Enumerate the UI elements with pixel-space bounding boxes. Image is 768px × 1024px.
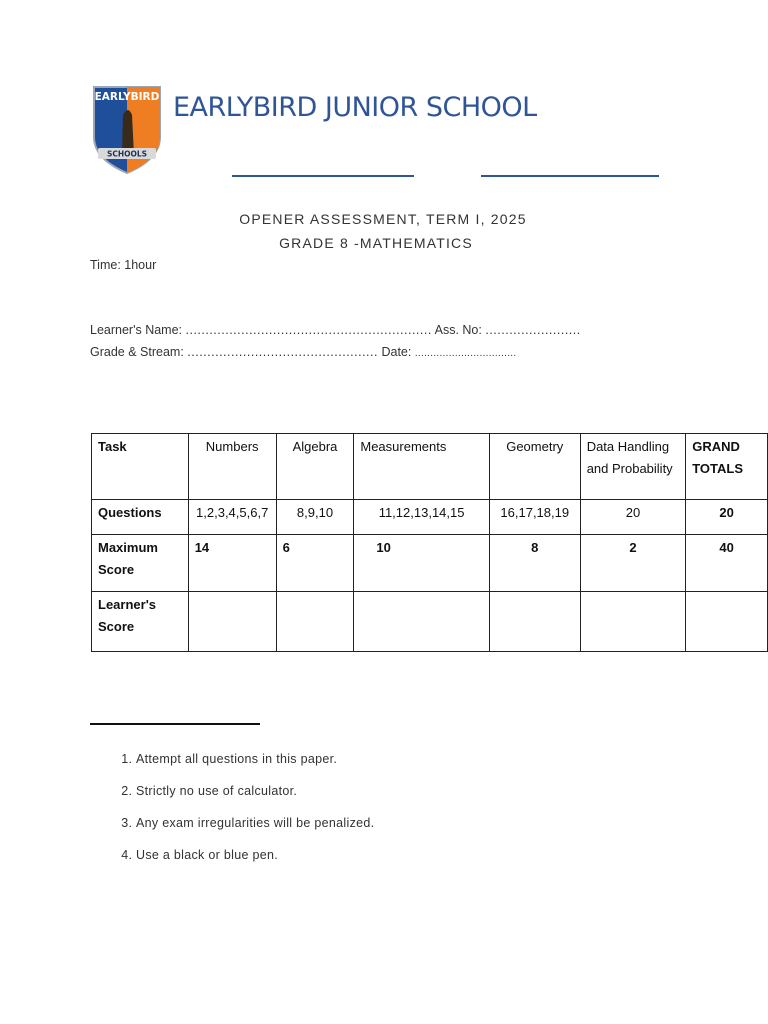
school-logo [90, 85, 164, 175]
table-row-questions [92, 500, 768, 535]
grade-stream-field[interactable]: ................................................ [187, 345, 378, 359]
time-allowed: Time: 1hour [90, 258, 157, 272]
logo-bottom-text: SCHOOLS [106, 149, 148, 159]
table-cell: Questions [92, 500, 189, 535]
table-cell: 14 [188, 535, 276, 592]
school-name: EARLYBIRD JUNIOR SCHOOL [173, 92, 537, 123]
learner-score-cell[interactable] [580, 592, 686, 652]
table-cell: 8 [489, 535, 580, 592]
learner-score-cell[interactable] [354, 592, 489, 652]
list-item: 4. Use a black or blue pen. [136, 844, 374, 876]
table-header-cell: Algebra [276, 434, 354, 500]
table-header-cell: Numbers [188, 434, 276, 500]
learner-score-cell[interactable] [686, 592, 768, 652]
table-cell: 6 [276, 535, 354, 592]
table-header-cell: Data Handling and Probability [580, 434, 686, 500]
assessment-title: OPENER ASSESSMENT, TERM I, 2025 [239, 211, 527, 227]
table-header-cell: Geometry [489, 434, 580, 500]
table-cell: 10 [354, 535, 489, 592]
table-cell: Maximum Score [92, 535, 189, 592]
table-header-row [92, 434, 768, 500]
ass-no-field[interactable]: ........................ [485, 323, 581, 337]
score-table [91, 433, 768, 652]
table-header-cell: Task [92, 434, 189, 500]
table-cell: Learner's Score [92, 592, 189, 652]
learner-name-field[interactable]: .............................................................. [185, 323, 432, 337]
date-field[interactable]: ................................. [414, 348, 517, 359]
list-item: 1. Attempt all questions in this paper. [136, 748, 374, 780]
table-cell: 1,2,3,4,5,6,7 [188, 500, 276, 535]
table-cell: 40 [686, 535, 768, 592]
grade-stream-label: Grade & Stream: [90, 345, 184, 359]
learner-score-cell[interactable] [188, 592, 276, 652]
learner-score-cell[interactable] [489, 592, 580, 652]
list-item: 3. Any exam irregularities will be penalized. [136, 812, 374, 844]
table-cell: 16,17,18,19 [489, 500, 580, 535]
table-cell: 8,9,10 [276, 500, 354, 535]
header-rule-right [481, 175, 659, 177]
table-cell: 20 [580, 500, 686, 535]
ass-no-label: Ass. No: [434, 323, 482, 337]
date-label: Date: [381, 345, 412, 359]
table-cell: 2 [580, 535, 686, 592]
instructions-list [90, 748, 374, 876]
grade-subject-title: GRADE 8 -MATHEMATICS [279, 235, 473, 251]
learner-name-row [90, 323, 581, 337]
instructions-heading-rule [90, 723, 260, 725]
learner-name-label: Learner's Name: [90, 323, 183, 337]
logo-top-text: EARLYBIRD [94, 91, 160, 103]
table-cell: 11,12,13,14,15 [354, 500, 489, 535]
header-rule-left [232, 175, 414, 177]
table-header-cell: GRAND TOTALS [686, 434, 768, 500]
table-row-max-score [92, 535, 768, 592]
grade-stream-row [90, 345, 516, 359]
list-item: 2. Strictly no use of calculator. [136, 780, 374, 812]
table-cell: 20 [686, 500, 768, 535]
table-header-cell: Measurements [354, 434, 489, 500]
learner-score-cell[interactable] [276, 592, 354, 652]
table-row-learner-score [92, 592, 768, 652]
